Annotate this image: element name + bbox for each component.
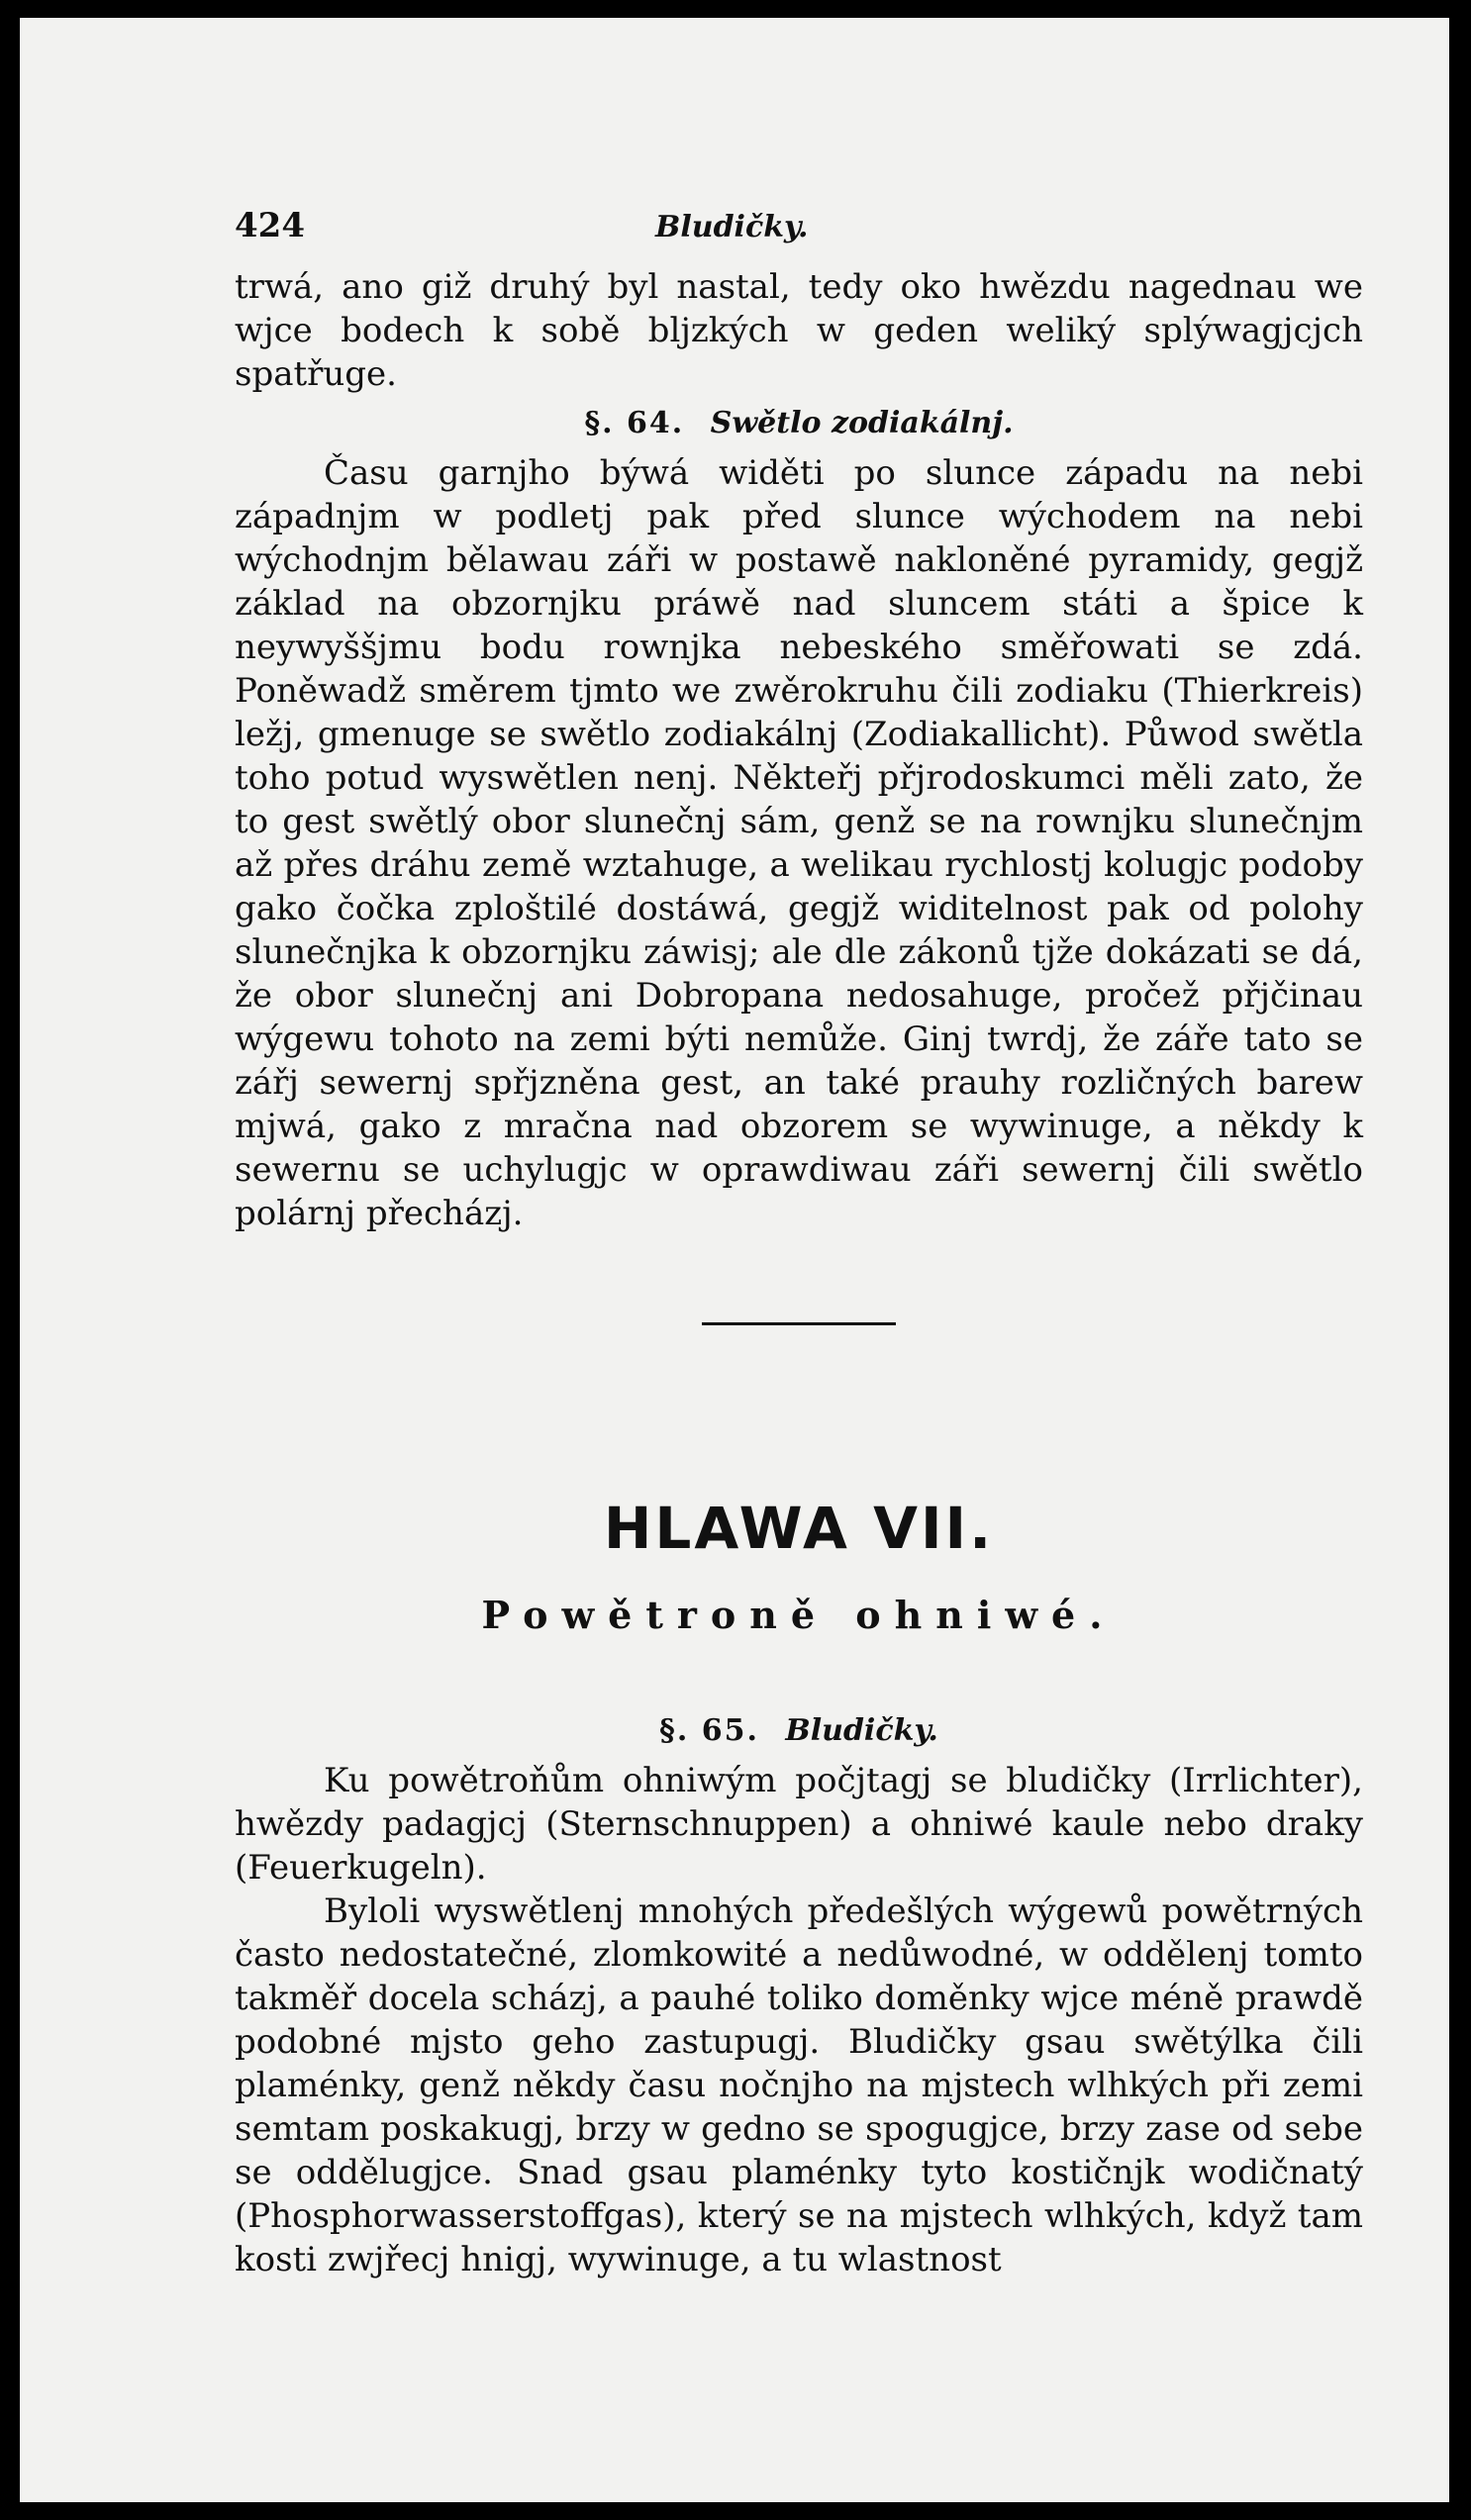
section-65-paragraph-1: Ku powětroňům ohniwým počjtagj se bludičky (Irrlichter), hwězdy padagjcj (Sternschnuppen) a ohniwé kaule nebo draky (Feuerkugeln). xyxy=(235,1761,1363,1888)
section-number: §. 65. xyxy=(659,1713,759,1748)
page-header xyxy=(235,206,1363,265)
divider-rule xyxy=(702,1322,896,1325)
section-title: Bludičky. xyxy=(785,1713,938,1748)
running-head: Bludičky. xyxy=(655,210,809,244)
top-paragraph: trwá, ano giž druhý byl nastal, tedy oko hwězdu nagednau we wjce bodech k sobě bljzkých w geden weliký splýwagjcjch spatřuge. xyxy=(235,267,1363,394)
page-number: 424 xyxy=(235,206,305,245)
chapter-title: HLAWA VII. xyxy=(603,1495,995,1562)
section-64-paragraph: Času garnjho býwá widěti po slunce západu na nebi západnjm w podletj pak před slunce wýchodem na nebi wýchodnjm bělawau záři w postawě nakloněné pyramidy, gegjž základ na obzornjku práwě nad sluncem státi a špice k neywyššjmu bodu rownjka nebeského směřowati se zdá. Poněwadž směrem tjmto we zwěrokruhu čili zodiaku (Thierkreis) ležj, gmenuge se swětlo zodiakálnj (Zodiakallicht). Půwod swětla toho potud wyswětlen nenj. Někteřj přjrodoskumci měli zato, že to gest swětlý obor slunečnj sám, genž se na rownjku slunečnjm až přes dráhu země wztahuge, a welikau rychlostj kolugjc podoby gako čočka zploštilé dostáwá, gegjž widitelnost pak od polohy slunečnjka k obzornjku záwisj; ale dle zákonů tjže dokázati se dá, že obor slunečnj ani Dobropana nedosahuge, pročež přjčinau wýgewu tohoto na zemi býti nemůže. Ginj twrdj, že záře tato se zářj sewernj spřjzněna gest, an také prauhy rozličných barew mjwá, gako z mračna nad obzorem se wywinuge, a někdy k sewernu se uchylugjc w oprawdiwau záři sewernj čili swětlo polárnj přecházj. xyxy=(235,453,1363,1233)
section-65-paragraph-2: Byloli wyswětlenj mnohých předešlých wýgewů powětrných často nedostatečné, zlomkowité a nedůwodné, w oddělenj tomto takměř docela scházj, a pauhé toliko doměnky wjce méně prawdě podobné mjsto geho zastupugj. Bludičky gsau swětýlka čili plaménky, genž někdy času nočnjho na mjstech wlhkých při zemi semtam poskakugj, brzy w gedno se spogugjce, brzy zase od sebe se oddělugjce. Snad gsau plaménky tyto kostičnjk wodičnatý (Phosphorwasserstoffgas), který se na mjstech wlhkých, když tam kosti zwjřecj hnigj, wywinuge, a tu wlastnost xyxy=(235,1891,1363,2279)
section-title: Swětlo zodiakálnj. xyxy=(710,406,1014,440)
chapter-subtitle: Powětroně ohniwé. xyxy=(481,1593,1117,1637)
book-page xyxy=(20,18,1449,2502)
page-content xyxy=(235,206,1363,2281)
section-number: §. 64. xyxy=(584,406,685,440)
section-64-heading xyxy=(235,402,1363,445)
section-65-heading xyxy=(235,1709,1363,1753)
